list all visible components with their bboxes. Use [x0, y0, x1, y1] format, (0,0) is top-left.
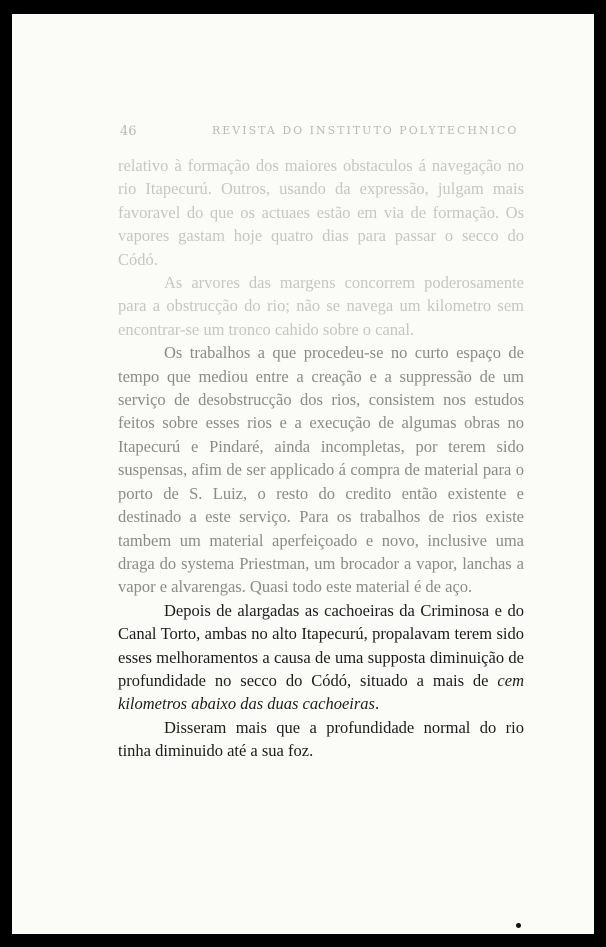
paragraph-4-end: . [374, 694, 380, 714]
running-head [120, 124, 530, 144]
paragraph-2: As arvores das margens concorrem poderosamente para a obstrucção do rio; não se navega um kilometro sem encontrar-se um tronco cahido sobre o canal. [118, 273, 524, 339]
book-page [12, 14, 594, 934]
paragraph-1: relativo à formação dos maiores obstaculos á navegação no rio Itapecurú. Outros, usando da expressão, julgam mais favoravel do que os actuaes estão em via de formação. Os vapores gastam hoje quatro dias para passar o secco do Códó. [118, 156, 524, 269]
paragraph-5: Disseram mais que a profundidade normal do rio tinha diminuido até a sua foz. [118, 717, 524, 761]
running-title: REVISTA DO INSTITUTO POLYTECHNICO [212, 124, 519, 137]
ink-dot [516, 923, 521, 928]
page-number: 46 [120, 124, 137, 139]
paragraph-4-text: Depois de alargadas as cachoeiras da Criminosa e do Canal Torto, ambas no alto Itapecurú, propalavam terem sido esses melhoramentos a causa de uma supposta diminuição de profundidade no secco do Códó, situado a mais de [118, 600, 524, 690]
paragraph-4-emphasis: cem kilometros abaixo das duas cachoeiras [118, 670, 524, 714]
body-text [118, 154, 524, 763]
paragraph-3: Os trabalhos a que procedeu-se no curto espaço de tempo que mediou entre a creação e a suppressão de um serviço de desobstrucção dos rios, consistem nos estudos feitos sobre esses rios e a execução de algumas obras no Itapecurú e Pindaré, ainda incompletas, por terem sido suspensas, afim de ser applicado á compra de material para o porto de S. Luiz, o resto do credito então existente e destinado a este serviço. Para os trabalhos de rios existe tambem um material aperfeiçoado e novo, inclusive uma draga do systema Priestman, um brocador a vapor, lanchas a vapor e alvarengas. Quasi todo este material é de aço. [118, 343, 524, 597]
paragraph-4 [118, 599, 524, 716]
